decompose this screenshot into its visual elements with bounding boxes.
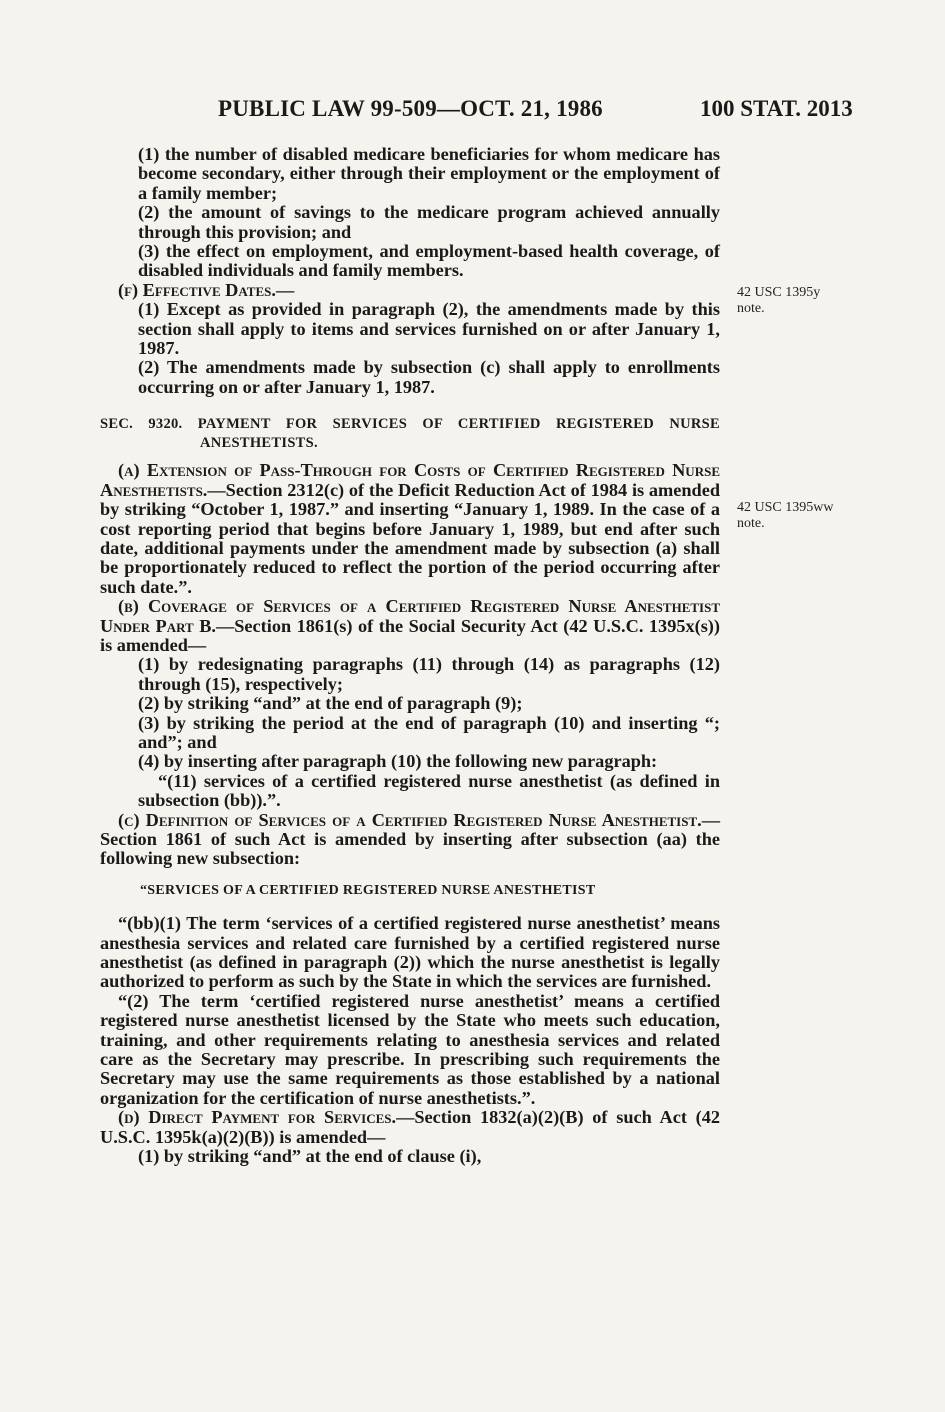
paragraph-b3 bbox=[100, 714, 720, 753]
e3-text: (3) the effect on employment, and employment-based health coverage, of disabled individuals and family members. bbox=[138, 241, 720, 281]
paragraph-e2 bbox=[100, 203, 720, 242]
e1-text: (1) the number of disabled medicare beneficiaries for whom medicare has become secondary, either through their employment or the employment of a family member; bbox=[138, 144, 720, 203]
section-heading-text: SEC. 9320. PAYMENT FOR SERVICES OF CERTIFIED REGISTERED NURSE ANESTHETISTS. bbox=[100, 416, 720, 452]
paragraph-b1 bbox=[100, 655, 720, 694]
bb2-text: “(2) The term ‘certified registered nurse anesthetist’ means a certified registered nurse anesthetist licensed by the State who meets such education, training, and other requirements relating to anesthesia services and related care as the Secretary may prescribe. In prescribing such requirements the Secretary may use the same requirements as those established by a national organization for the certification of nurse anesthetists.”. bbox=[100, 990, 720, 1108]
subsection-d bbox=[100, 1108, 720, 1147]
margin-note-2-line2: note. bbox=[737, 516, 765, 531]
c-text: —Section 1861 of such Act is amended by inserting after subsection (aa) the following new subsection: bbox=[100, 809, 720, 869]
bb1-text: “(bb)(1) The term ‘services of a certified registered nurse anesthetist’ means anesthesia services and related care furnished by a certified registered nurse anesthetist (as defined in paragraph (2)) which the nurse anesthetist is legally authorized to perform as such by the State in which the services are furnished. bbox=[100, 913, 720, 992]
b-text: —Section 1861(s) of the Social Security Act (42 U.S.C. 1395x(s)) is amended— bbox=[100, 615, 720, 655]
page-header-stat: 100 STAT. 2013 bbox=[700, 96, 853, 121]
paragraph-b2 bbox=[100, 694, 720, 713]
margin-note-2 bbox=[737, 500, 833, 532]
margin-note-1-line2: note. bbox=[737, 301, 765, 316]
section-heading bbox=[100, 415, 720, 453]
subsection-c bbox=[100, 811, 720, 869]
paragraph-d1 bbox=[100, 1147, 720, 1166]
page-header-title: PUBLIC LAW 99-509—OCT. 21, 1986 bbox=[218, 96, 603, 121]
b4-quote-text: “(11) services of a certified registered nurse anesthetist (as defined in subsection (bb)).”. bbox=[138, 770, 720, 811]
b3-text: (3) by striking the period at the end of paragraph (10) and inserting “; and”; and bbox=[138, 712, 720, 752]
d-caption: (d) Direct Payment for Services. bbox=[118, 1107, 397, 1128]
f2-text: (2) The amendments made by subsection (c) shall apply to enrollments occurring on or after January 1, 1987. bbox=[138, 357, 720, 397]
c-caption: (c) Definition of Services of a Certified Registered Nurse Anesthetist. bbox=[118, 809, 702, 830]
margin-note-1 bbox=[737, 285, 820, 317]
margin-note-1-line1: 42 USC 1395y bbox=[737, 285, 821, 300]
b4-text: (4) by inserting after paragraph (10) the following new paragraph: bbox=[138, 751, 658, 772]
paragraph-e1 bbox=[100, 145, 720, 203]
subsection-a bbox=[100, 461, 720, 597]
d-text: —Section 1832(a)(2)(B) of such Act (42 U.S.C. 1395k(a)(2)(B)) is amended— bbox=[100, 1107, 720, 1147]
paragraph-bb2 bbox=[100, 992, 720, 1108]
document-body bbox=[100, 145, 720, 1167]
subsection-b bbox=[100, 597, 720, 655]
b-caption: (b) Coverage of Services of a Certified Registered Nurse Anesthetist Under Part B. bbox=[100, 596, 720, 636]
b2-text: (2) by striking “and” at the end of paragraph (9); bbox=[138, 693, 523, 714]
quoted-heading bbox=[100, 881, 720, 900]
paragraph-e3 bbox=[100, 242, 720, 281]
paragraph-bb1 bbox=[100, 914, 720, 992]
d1-text: (1) by striking “and” at the end of clause (i), bbox=[138, 1146, 482, 1167]
a-caption: (a) Extension of Pass-Through for Costs of Certified Registered Nurse Anesthetists. bbox=[100, 460, 720, 500]
subsection-f-heading bbox=[100, 281, 720, 300]
quoted-heading-text: “SERVICES OF A CERTIFIED REGISTERED NURSE ANESTHETIST bbox=[140, 882, 596, 898]
f1-text: (1) Except as provided in paragraph (2), the amendments made by this section shall apply to items and services furnished on or after January 1, 1987. bbox=[138, 299, 720, 359]
paragraph-f1 bbox=[100, 300, 720, 358]
e2-text: (2) the amount of savings to the medicare program achieved annually through this provision; and bbox=[138, 202, 720, 242]
b1-text: (1) by redesignating paragraphs (11) through (14) as paragraphs (12) through (15), respectively; bbox=[138, 654, 720, 694]
f-heading-text: (f) Effective Dates.— bbox=[118, 279, 295, 300]
margin-note-2-line1: 42 USC 1395ww bbox=[737, 500, 834, 515]
paragraph-f2 bbox=[100, 358, 720, 397]
paragraph-b4 bbox=[100, 752, 720, 771]
paragraph-b4-quote bbox=[100, 772, 720, 811]
a-text: —Section 2312(c) of the Deficit Reduction Act of 1984 is amended by striking “October 1, 1987.” and inserting “January 1, 1989. In the case of a cost reporting period that begins before January 1, 1989, but end after such date, additional payments under the amendment made by subsection (a) shall be proportionately reduced to reflect the portion of the period occurring after such date.”. bbox=[100, 479, 720, 597]
